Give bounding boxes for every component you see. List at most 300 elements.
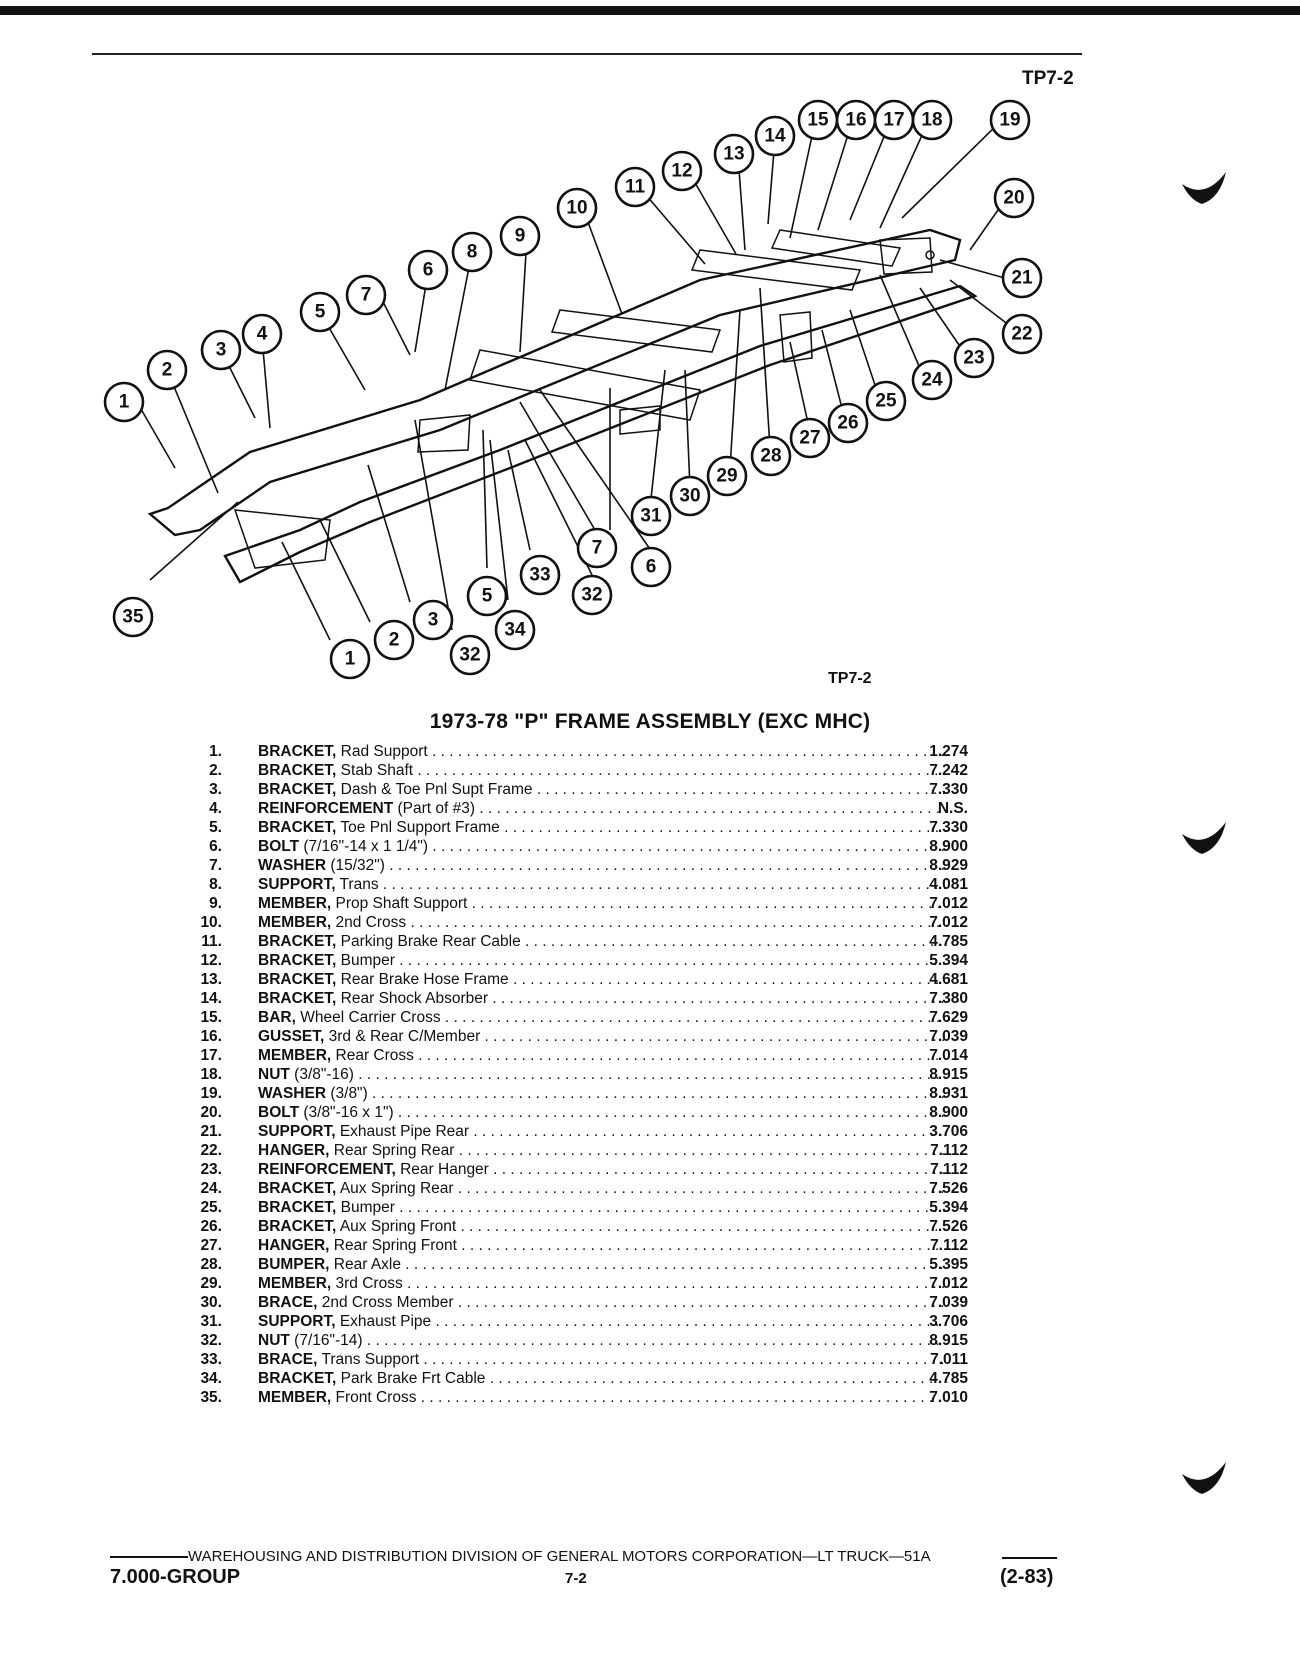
part-name: HANGER, (258, 1237, 330, 1254)
callout-label: 29 (716, 465, 738, 487)
callout-label: 6 (422, 259, 434, 281)
footer-division (110, 1548, 931, 1565)
part-description (258, 1084, 948, 1103)
binder-hole-mark-top (1180, 170, 1230, 210)
part-name: WASHER (258, 1085, 327, 1102)
part-row (170, 837, 970, 856)
part-detail: 2nd Cross Member (317, 1294, 454, 1311)
part-description (258, 1388, 948, 1407)
part-name: BRACKET, (258, 781, 337, 798)
part-row (170, 1065, 970, 1084)
part-row (170, 780, 970, 799)
callout-label: 15 (807, 109, 829, 131)
callout-3-top (202, 331, 240, 369)
part-row (170, 1008, 970, 1027)
callout-label: 34 (504, 619, 526, 641)
part-code: 1.274 (929, 743, 968, 760)
part-description (258, 1312, 948, 1331)
callout-label: 8 (466, 241, 478, 263)
part-detail: Rear Brake Hose Frame (336, 971, 509, 988)
part-name: BRACKET, (258, 762, 337, 779)
callout-32-right (573, 576, 611, 614)
callout-label: 32 (581, 584, 603, 606)
part-detail: Stab Shaft (336, 762, 414, 779)
part-number: 21. (200, 1123, 222, 1140)
part-row (170, 1027, 970, 1046)
callout-label: 33 (529, 564, 551, 586)
callout-9 (501, 217, 539, 255)
part-description (258, 1331, 948, 1350)
callout-16 (837, 101, 875, 139)
callout-7-top (347, 276, 385, 314)
callout-label: 2 (388, 629, 400, 651)
part-number: 18. (200, 1066, 222, 1083)
callout-18 (913, 101, 951, 139)
part-number: 32. (200, 1332, 222, 1349)
callout-label: 19 (999, 109, 1021, 131)
part-row (170, 1350, 970, 1369)
part-name: BRACKET, (258, 1199, 337, 1216)
part-name: HANGER, (258, 1142, 330, 1159)
part-detail: (Part of #3) (393, 800, 476, 817)
binder-hole-mark-middle (1180, 820, 1230, 860)
part-code: 5.394 (929, 1199, 968, 1216)
part-code: 7.242 (929, 762, 968, 779)
part-description (258, 742, 948, 761)
part-code: 7.112 (930, 1237, 968, 1254)
part-detail: Bumper (336, 1199, 395, 1216)
part-code: 8.929 (929, 857, 968, 874)
part-row (170, 1312, 970, 1331)
callout-circles (105, 101, 1041, 678)
part-number: 10. (200, 914, 222, 931)
part-name: MEMBER, (258, 1389, 332, 1406)
callout-label: 1 (344, 648, 356, 670)
part-number: 3. (209, 781, 222, 798)
part-number: 7. (209, 857, 222, 874)
callout-11 (616, 168, 654, 206)
diagram-code: TP7-2 (828, 670, 872, 687)
callout-label: 31 (640, 505, 662, 527)
part-detail: Aux Spring Rear (336, 1180, 454, 1197)
part-code: 7.012 (929, 1275, 968, 1292)
part-description (258, 932, 948, 951)
part-name: BAR, (258, 1009, 296, 1026)
callout-33 (521, 556, 559, 594)
part-code: 7.014 (929, 1047, 968, 1064)
part-description (258, 1274, 948, 1293)
callout-34 (496, 611, 534, 649)
callout-label: 23 (963, 347, 985, 369)
part-row (170, 856, 970, 875)
part-name: BRACKET, (258, 1370, 337, 1387)
part-detail: Trans (335, 876, 379, 893)
callout-22 (1003, 315, 1041, 353)
part-row (170, 894, 970, 913)
callout-label: 1 (118, 391, 130, 413)
callout-label: 14 (764, 125, 786, 147)
callout-label: 5 (481, 585, 493, 607)
callout-23 (955, 339, 993, 377)
part-description (258, 875, 948, 894)
part-detail: Prop Shaft Support (331, 895, 468, 912)
top-border-bar (0, 6, 1300, 15)
callout-label: 7 (360, 284, 372, 306)
callout-label: 11 (624, 176, 646, 198)
part-code: 7.526 (929, 1180, 968, 1197)
part-name: MEMBER, (258, 1275, 332, 1292)
binder-hole-mark-bottom (1180, 1460, 1230, 1500)
callout-19 (991, 101, 1029, 139)
part-row (170, 1141, 970, 1160)
part-description (258, 780, 948, 799)
callout-label: 21 (1011, 267, 1033, 289)
callout-21 (1003, 259, 1041, 297)
part-number: 28. (200, 1256, 222, 1273)
part-row (170, 1179, 970, 1198)
callout-label: 12 (671, 160, 693, 182)
part-row (170, 1122, 970, 1141)
part-name: BRACKET, (258, 1218, 337, 1235)
part-description (258, 1027, 948, 1046)
callout-label: 26 (837, 412, 859, 434)
part-name: MEMBER, (258, 1047, 332, 1064)
part-row (170, 875, 970, 894)
part-description (258, 1255, 948, 1274)
part-code: 7.012 (929, 895, 968, 912)
part-description (258, 894, 948, 913)
part-number: 17. (200, 1047, 222, 1064)
callout-label: 32 (459, 644, 481, 666)
callout-label: 7 (591, 537, 603, 559)
callout-30 (671, 477, 709, 515)
part-description (258, 1160, 948, 1179)
part-code: 8.915 (929, 1066, 968, 1083)
part-code: 7.380 (929, 990, 968, 1007)
part-number: 25. (200, 1199, 222, 1216)
part-name: BRACKET, (258, 971, 337, 988)
part-row (170, 1369, 970, 1388)
part-detail: 2nd Cross (331, 914, 407, 931)
part-name: BRACE, (258, 1294, 318, 1311)
part-description (258, 1369, 948, 1388)
part-name: BUMPER, (258, 1256, 330, 1273)
part-detail: (7/16"-14 x 1 1/4") (299, 838, 429, 855)
part-detail: Wheel Carrier Cross (295, 1009, 441, 1026)
callout-label: 35 (122, 606, 144, 628)
part-row (170, 1084, 970, 1103)
part-description (258, 1141, 948, 1160)
part-code: 7.526 (929, 1218, 968, 1235)
footer-date: (2-83) (1000, 1566, 1054, 1588)
part-name: BRACKET, (258, 933, 337, 950)
part-description (258, 1179, 948, 1198)
part-detail: (7/16"-14) (289, 1332, 363, 1349)
callout-4 (243, 315, 281, 353)
part-number: 31. (200, 1313, 222, 1330)
part-number: 15. (200, 1009, 222, 1026)
part-code: 8.915 (929, 1332, 968, 1349)
part-code: 5.395 (929, 1256, 968, 1273)
part-description (258, 1350, 948, 1369)
part-description (258, 951, 948, 970)
callout-label: 3 (427, 609, 439, 631)
part-number: 22. (200, 1142, 222, 1159)
part-number: 29. (200, 1275, 222, 1292)
callout-26 (829, 404, 867, 442)
part-name: SUPPORT, (258, 1123, 336, 1140)
part-name: SUPPORT, (258, 1313, 336, 1330)
part-detail: Rear Hanger (395, 1161, 489, 1178)
part-row (170, 1331, 970, 1350)
part-row (170, 1046, 970, 1065)
callout-15 (799, 101, 837, 139)
callout-25 (867, 382, 905, 420)
callout-10 (558, 189, 596, 227)
header-rule (92, 53, 1082, 55)
part-code: 8.900 (929, 838, 968, 855)
callout-12 (663, 152, 701, 190)
part-description (258, 799, 948, 818)
callout-label: 10 (566, 197, 588, 219)
callout-label: 16 (845, 109, 867, 131)
part-row (170, 1103, 970, 1122)
callout-2-top (148, 351, 186, 389)
part-row (170, 818, 970, 837)
footer-group: 7.000-GROUP (110, 1566, 241, 1588)
part-detail: 3rd Cross (331, 1275, 403, 1292)
part-description (258, 1236, 948, 1255)
part-name: MEMBER, (258, 895, 332, 912)
part-number: 6. (209, 838, 222, 855)
part-number: 23. (200, 1161, 222, 1178)
part-detail: Trans Support (317, 1351, 420, 1368)
part-code: 4.785 (929, 1370, 968, 1387)
callout-5-bottom (468, 577, 506, 615)
part-number: 26. (200, 1218, 222, 1235)
part-name: BRACKET, (258, 952, 337, 969)
callout-label: 25 (875, 390, 897, 412)
part-code: 7.039 (929, 1028, 968, 1045)
part-name: WASHER (258, 857, 327, 874)
part-name: BRACKET, (258, 1180, 337, 1197)
part-number: 30. (200, 1294, 222, 1311)
part-detail: Aux Spring Front (336, 1218, 457, 1235)
callout-27 (791, 419, 829, 457)
part-number: 8. (209, 876, 222, 893)
part-description (258, 1103, 948, 1122)
part-detail: 3rd & Rear C/Member (324, 1028, 481, 1045)
part-row (170, 932, 970, 951)
callout-8 (453, 233, 491, 271)
callout-20 (995, 179, 1033, 217)
page-code-top: TP7-2 (1022, 68, 1074, 89)
part-detail: Parking Brake Rear Cable (336, 933, 521, 950)
part-name: BOLT (258, 838, 300, 855)
part-code: 7.330 (929, 781, 968, 798)
callout-5-top (301, 293, 339, 331)
part-number: 5. (209, 819, 222, 836)
callout-label: 30 (679, 485, 701, 507)
callout-2-bottom (375, 621, 413, 659)
part-description (258, 1046, 948, 1065)
part-number: 33. (200, 1351, 222, 1368)
part-detail: Toe Pnl Support Frame (336, 819, 500, 836)
part-detail: Rear Spring Rear (329, 1142, 455, 1159)
callout-label: 3 (215, 339, 227, 361)
callout-label: 4 (256, 323, 268, 345)
part-row (170, 970, 970, 989)
part-detail: (3/8") (326, 1085, 368, 1102)
part-detail: (3/8"-16 x 1") (299, 1104, 394, 1121)
part-name: BRACKET, (258, 990, 337, 1007)
part-row (170, 761, 970, 780)
part-name: BRACKET, (258, 743, 337, 760)
part-description (258, 970, 948, 989)
callout-1-bottom (331, 640, 369, 678)
part-number: 12. (200, 952, 222, 969)
part-detail: Dash & Toe Pnl Supt Frame (336, 781, 533, 798)
footer-division-text: WAREHOUSING AND DISTRIBUTION DIVISION OF GENERAL MOTORS CORPORATION—LT TRUCK—51A (188, 1548, 931, 1565)
callout-35 (114, 598, 152, 636)
part-description (258, 913, 948, 932)
part-description (258, 1217, 948, 1236)
part-code: 5.394 (929, 952, 968, 969)
callout-24 (913, 361, 951, 399)
part-code: 7.011 (930, 1351, 968, 1368)
part-code: N.S. (937, 800, 968, 817)
callout-label: 24 (921, 369, 943, 391)
part-code: 7.112 (930, 1142, 968, 1159)
part-detail: Rear Spring Front (329, 1237, 457, 1254)
part-row (170, 1255, 970, 1274)
part-number: 13. (200, 971, 222, 988)
part-name: BOLT (258, 1104, 300, 1121)
callout-label: 27 (799, 427, 821, 449)
part-row (170, 1198, 970, 1217)
callout-6-top (409, 251, 447, 289)
part-row (170, 913, 970, 932)
part-description (258, 1065, 948, 1084)
callout-label: 18 (921, 109, 943, 131)
part-detail: Rear Shock Absorber (336, 990, 489, 1007)
part-name: BRACKET, (258, 819, 337, 836)
part-name: NUT (258, 1332, 290, 1349)
part-row (170, 951, 970, 970)
part-code: 7.330 (929, 819, 968, 836)
part-row (170, 1217, 970, 1236)
callout-14 (756, 117, 794, 155)
callout-label: 17 (883, 109, 905, 131)
part-detail: Exhaust Pipe (335, 1313, 432, 1330)
part-row (170, 1388, 970, 1407)
part-detail: (15/32") (326, 857, 385, 874)
callout-13 (715, 135, 753, 173)
part-number: 35. (200, 1389, 222, 1406)
part-detail: Rear Cross (331, 1047, 414, 1064)
part-description (258, 856, 948, 875)
part-number: 4. (209, 800, 222, 817)
part-detail: Rad Support (336, 743, 428, 760)
part-row (170, 1160, 970, 1179)
part-detail: Rear Axle (329, 1256, 401, 1273)
callout-label: 28 (760, 445, 782, 467)
part-number: 20. (200, 1104, 222, 1121)
part-detail: (3/8"-16) (289, 1066, 354, 1083)
callout-label: 6 (645, 556, 657, 578)
part-name: GUSSET, (258, 1028, 325, 1045)
part-name: MEMBER, (258, 914, 332, 931)
part-row (170, 1236, 970, 1255)
part-number: 9. (209, 895, 222, 912)
callout-32-left (451, 636, 489, 674)
part-number: 34. (200, 1370, 222, 1387)
part-detail: Front Cross (331, 1389, 417, 1406)
part-row (170, 742, 970, 761)
callout-label: 9 (514, 225, 526, 247)
part-name: REINFORCEMENT, (258, 1161, 396, 1178)
footer-page-number: 7-2 (565, 1570, 587, 1587)
part-code: 4.681 (929, 971, 968, 988)
part-code: 3.706 (929, 1123, 968, 1140)
callout-label: 13 (723, 143, 745, 165)
part-number: 16. (200, 1028, 222, 1045)
part-description (258, 1198, 948, 1217)
part-number: 24. (200, 1180, 222, 1197)
part-description (258, 837, 948, 856)
callout-17 (875, 101, 913, 139)
footer-rule (110, 1556, 188, 1558)
part-description (258, 761, 948, 780)
part-number: 1. (209, 743, 222, 760)
footer-right-rule (1002, 1557, 1057, 1559)
part-detail: Exhaust Pipe Rear (335, 1123, 470, 1140)
part-code: 8.931 (929, 1085, 968, 1102)
part-code: 4.785 (929, 933, 968, 950)
part-code: 7.039 (929, 1294, 968, 1311)
part-description (258, 1122, 948, 1141)
callout-3-bottom (414, 601, 452, 639)
part-description (258, 1293, 948, 1312)
callout-label: 22 (1011, 323, 1033, 345)
callout-label: 2 (161, 359, 173, 381)
callout-label: 20 (1003, 187, 1025, 209)
callout-31 (632, 497, 670, 535)
part-number: 14. (200, 990, 222, 1007)
part-row (170, 1274, 970, 1293)
callout-label: 5 (314, 301, 326, 323)
parts-list (170, 742, 970, 1407)
part-code: 7.112 (930, 1161, 968, 1178)
part-row (170, 989, 970, 1008)
part-description (258, 989, 948, 1008)
part-code: 7.012 (929, 914, 968, 931)
page-title: 1973-78 "P" FRAME ASSEMBLY (EXC MHC) (429, 710, 871, 733)
part-description (258, 818, 948, 837)
callout-1-top (105, 383, 143, 421)
part-code: 8.900 (929, 1104, 968, 1121)
frame-assembly-diagram (0, 90, 1300, 710)
part-name: BRACE, (258, 1351, 318, 1368)
part-name: REINFORCEMENT (258, 800, 394, 817)
part-number: 11. (201, 933, 222, 950)
part-code: 7.629 (929, 1009, 968, 1026)
part-detail: Park Brake Frt Cable (336, 1370, 486, 1387)
callout-29 (708, 457, 746, 495)
part-code: 7.010 (929, 1389, 968, 1406)
part-number: 27. (200, 1237, 222, 1254)
part-number: 19. (200, 1085, 222, 1102)
